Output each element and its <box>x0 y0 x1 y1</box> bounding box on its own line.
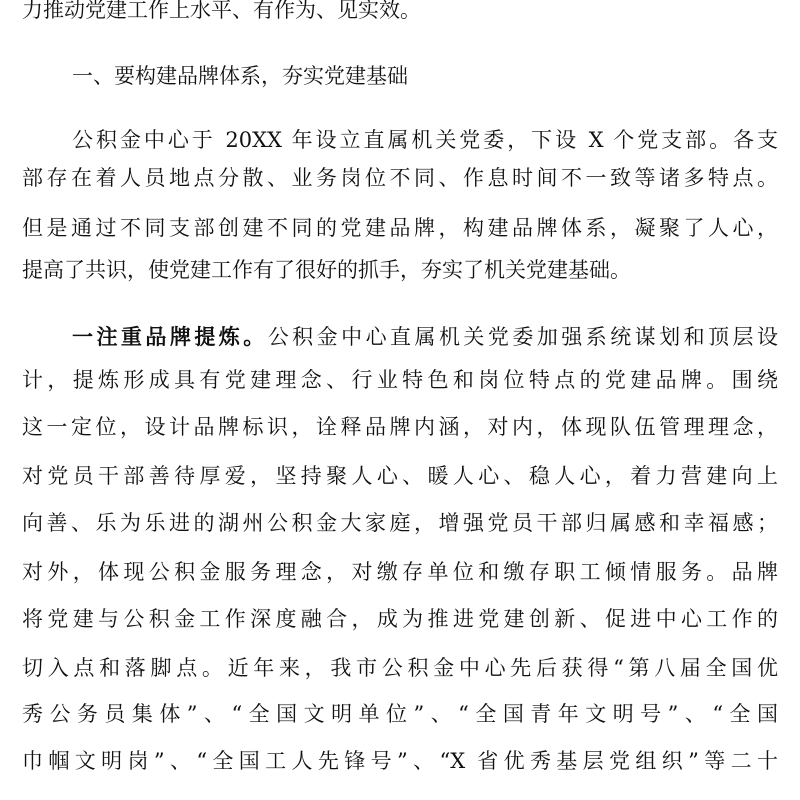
paragraph-2-line-8: 切入点和落脚点。近年来，我市公积金中心先后获得“第八届全国优 <box>22 656 778 680</box>
paragraph-1-line-2: 部存在着人员地点分散、业务岗位不同、作息时间不一致等诸多特点。 <box>22 166 778 190</box>
paragraph-2-line-2: 计，提炼形成具有党建理念、行业特色和岗位特点的党建品牌。围绕 <box>22 368 778 392</box>
paragraph-2-line-7: 将党建与公积金工作深度融合，成为推进党建创新、促进中心工作的 <box>22 607 778 631</box>
top-text-line: 力推动党建工作上水平、有作为、见实效。 <box>22 0 421 22</box>
paragraph-2-first-line-rest: 公积金中心直属机关党委加强系统谋划和顶层设 <box>267 325 778 349</box>
paragraph-2-line-6: 对外，体现公积金服务理念，对缴存单位和缴存职工倾情服务。品牌 <box>22 560 778 584</box>
paragraph-1-line-1: 公积金中心于 20XX 年设立直属机关党委，下设 X 个党支部。各支 <box>72 128 778 152</box>
paragraph-2-line-9: 秀公务员集体”、“全国文明单位”、“全国青年文明号”、“全国 <box>22 702 778 726</box>
paragraph-2-line-5: 向善、乐为乐进的湖州公积金大家庭，增强党员干部归属感和幸福感； <box>22 511 778 535</box>
paragraph-1-line-3: 但是通过不同支部创建不同的党建品牌，构建品牌体系，凝聚了人心， <box>22 216 778 240</box>
section-heading: 一、要构建品牌体系，夯实党建基础 <box>72 64 408 88</box>
paragraph-2-line-3: 这一定位，设计品牌标识，诠释品牌内涵，对内，体现队伍管理理念， <box>22 415 778 439</box>
paragraph-2-line-10: 巾帼文明岗”、“全国工人先锋号”、“X 省优秀基层党组织”等二十 <box>22 749 778 773</box>
paragraph-2-line-1 <box>72 320 778 354</box>
paragraph-2-lead-bold: 一注重品牌提炼。 <box>72 324 268 349</box>
paragraph-1-line-4: 提高了共识，使党建工作有了很好的抓手，夯实了机关党建基础。 <box>22 258 631 282</box>
paragraph-2-line-4: 对党员干部善待厚爱，坚持聚人心、暖人心、稳人心，着力营建向上 <box>22 464 778 488</box>
